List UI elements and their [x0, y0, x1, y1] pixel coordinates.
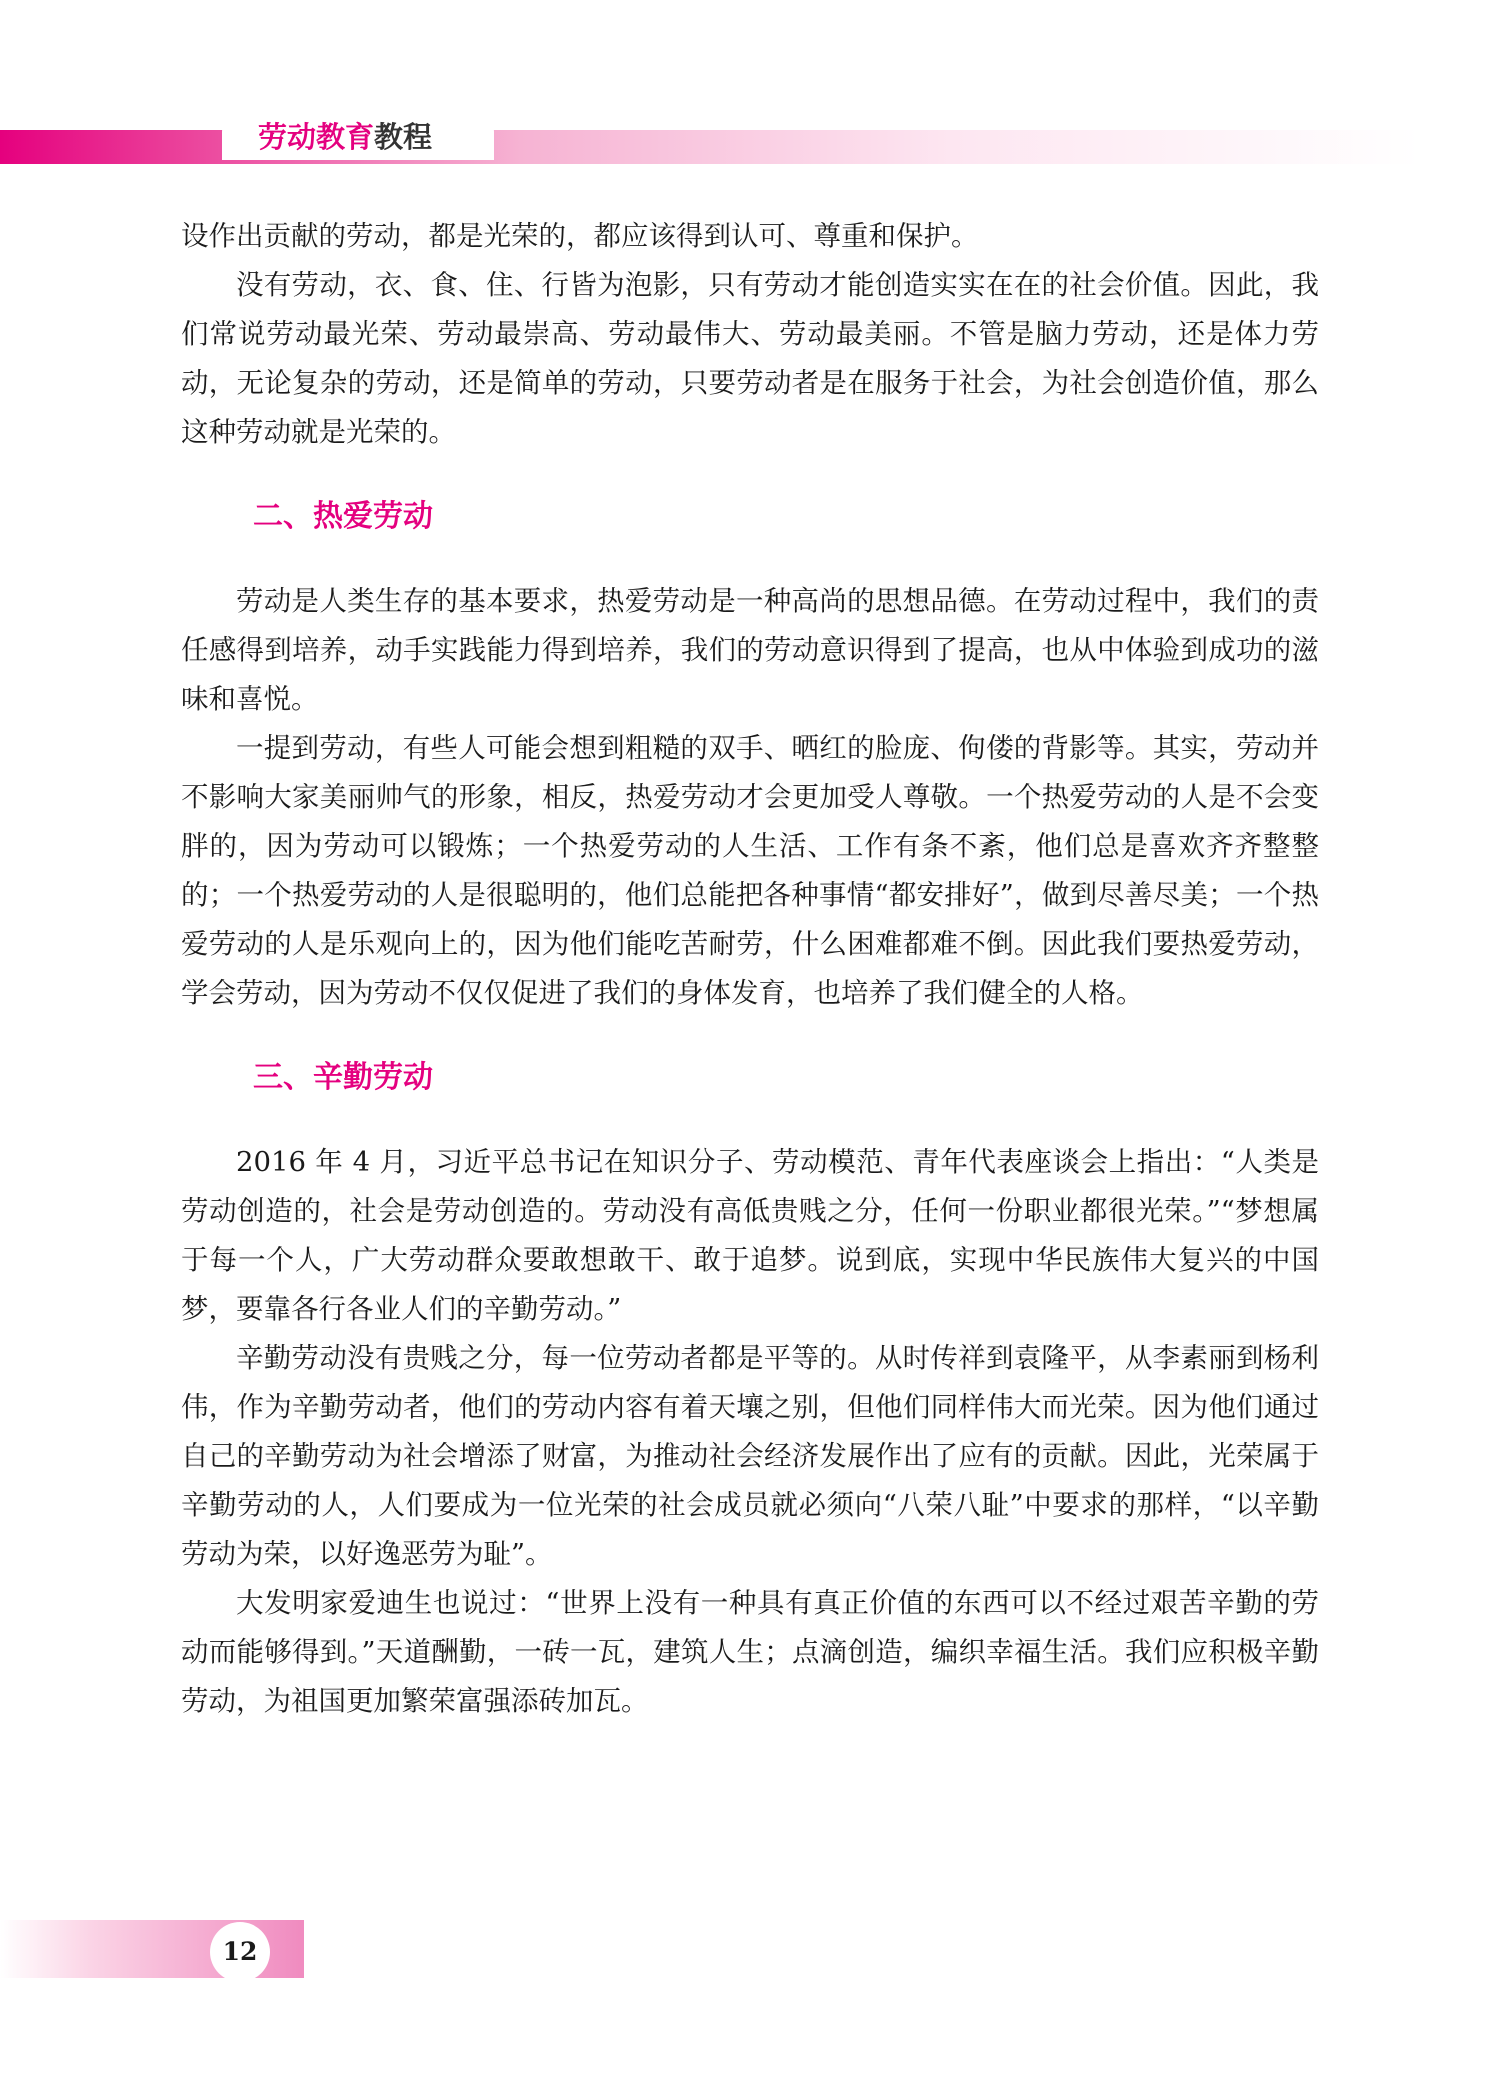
paragraph: 没有劳动，衣、食、住、行皆为泡影，只有劳动才能创造实实在在的社会价值。因此，我们常说劳动最光荣、劳动最崇高、劳动最伟大、劳动最美丽。不管是脑力劳动，还是体力劳动，无论复杂的劳动，还是简单的劳动，只要劳动者是在服务于社会，为社会创造价值，那么这种劳动就是光荣的。: [181, 269, 1319, 448]
paragraph: 大发明家爱迪生也说过：“世界上没有一种具有真正价值的东西可以不经过艰苦辛勤的劳动而能够得到。”天道酬勤，一砖一瓦，建筑人生；点滴创造，编织幸福生活。我们应积极辛勤劳动，为祖国更加繁荣富强添砖加瓦。: [181, 1587, 1319, 1717]
section-heading: 三、辛勤劳动: [253, 1060, 433, 1095]
paragraph: 劳动是人类生存的基本要求，热爱劳动是一种高尚的思想品德。在劳动过程中，我们的责任感得到培养，动手实践能力得到培养，我们的劳动意识得到了提高，也从中体验到成功的滋味和喜悦。: [181, 585, 1319, 715]
paragraph: 2016 年 4 月，习近平总书记在知识分子、劳动模范、青年代表座谈会上指出：“人类是劳动创造的，社会是劳动创造的。劳动没有高低贵贱之分，任何一份职业都很光荣。”“梦想属于每一个人，广大劳动群众要敢想敢干、敢于追梦。说到底，实现中华民族伟大复兴的中国梦，要靠各行各业人们的辛勤劳动。”: [181, 1146, 1319, 1325]
running-header: [222, 112, 494, 160]
section-heading: 二、热爱劳动: [253, 499, 433, 534]
running-header-rest: 教程: [374, 120, 433, 154]
paragraph: 设作出贡献的劳动，都是光荣的，都应该得到认可、尊重和保护。: [181, 220, 979, 252]
page-body: [181, 212, 1319, 1726]
paragraph: 一提到劳动，有些人可能会想到粗糙的双手、晒红的脸庞、佝偻的背影等。其实，劳动并不影响大家美丽帅气的形象，相反，热爱劳动才会更加受人尊敬。一个热爱劳动的人是不会变胖的，因为劳动可以锻炼；一个热爱劳动的人生活、工作有条不紊，他们总是喜欢齐齐整整的；一个热爱劳动的人是很聪明的，他们总能把各种事情“都安排好”，做到尽善尽美；一个热爱劳动的人是乐观向上的，因为他们能吃苦耐劳，什么困难都难不倒。因此我们要热爱劳动，学会劳动，因为劳动不仅仅促进了我们的身体发育，也培养了我们健全的人格。: [181, 732, 1319, 1009]
paragraph: 辛勤劳动没有贵贱之分，每一位劳动者都是平等的。从时传祥到袁隆平，从李素丽到杨利伟，作为辛勤劳动者，他们的劳动内容有着天壤之别，但他们同样伟大而光荣。因为他们通过自己的辛勤劳动为社会增添了财富，为推动社会经济发展作出了应有的贡献。因此，光荣属于辛勤劳动的人，人们要成为一位光荣的社会成员就必须向“八荣八耻”中要求的那样，“以辛勤劳动为荣，以好逸恶劳为耻”。: [181, 1342, 1319, 1570]
running-header-highlight: 劳动教育: [258, 120, 375, 154]
page-number: 12: [210, 1922, 270, 1982]
